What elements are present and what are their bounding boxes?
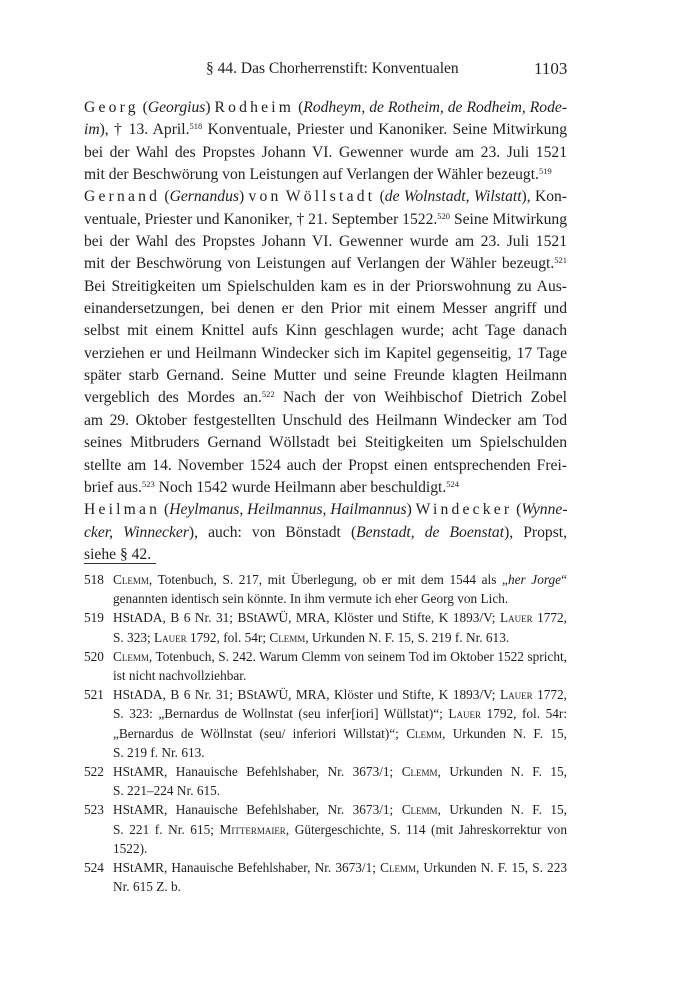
person-name: Gernand — [84, 188, 161, 206]
text-segment: Nach der von Weihbischof Dietrich Zobel — [274, 389, 567, 407]
footnote-522 — [84, 762, 567, 800]
footnote-number: 520 — [84, 648, 104, 664]
text-segment: 1772, — [532, 610, 567, 626]
footnote-line: genannten identisch sein könnte. In ihm vermute ich eher Georg von Lich. — [113, 591, 509, 607]
author-name: Clemm — [401, 764, 438, 780]
page-number: 1103 — [534, 59, 568, 78]
text-segment: 1792, fol. 54r: — [481, 706, 568, 722]
footnote-ref[interactable]: 520 — [437, 210, 451, 221]
footnote-ref[interactable]: 518 — [189, 121, 203, 132]
text-segment: ), Propst, — [504, 523, 568, 541]
name-variant: Benstadt, de Boenstat — [356, 523, 505, 541]
footnote-line — [113, 570, 567, 589]
name-variant: im — [84, 121, 100, 139]
name-variant: de Wolnstadt, Wilstatt — [384, 188, 522, 206]
person-name: Georg — [84, 99, 139, 116]
text-segment: , Urkunden N. F. 15, — [442, 725, 567, 741]
text-segment: mit der Beschwörung von Leistungen auf Verlangen der Wähler bezeugt. — [84, 166, 539, 184]
text-line: siehe § 42. — [84, 545, 152, 563]
entry-georg-rodheim — [84, 97, 567, 186]
footnote-518 — [84, 570, 567, 608]
footnote-number: 519 — [84, 610, 104, 626]
footnote-rule — [84, 563, 156, 564]
name-variant: cker, Winnecker — [84, 523, 189, 541]
text-segment: HStAMR, Hanauische Befehlshaber, Nr. 3673/1; — [113, 764, 402, 780]
text-segment: HStADA, B 6 Nr. 31; BStAWÜ, MRA, Klöster und Stifte, K 1893/V; — [113, 687, 500, 703]
footnote-line — [113, 800, 567, 819]
author-name: Lauer — [499, 610, 533, 626]
text-line — [84, 253, 567, 275]
page-header — [0, 60, 700, 84]
footnote-line — [113, 724, 567, 743]
text-segment: Noch 1542 wurde Heilmann aber beschuldigt. — [154, 478, 447, 496]
footnote-line — [113, 628, 567, 647]
text-segment: ), auch: von Bönstadt ( — [188, 523, 357, 541]
footnote-line — [113, 608, 567, 627]
text-line: Gernand (Gernandus) von Wöllstadt (de Wolnstadt, Wilstatt), Kon- — [84, 188, 568, 206]
author-name: Mittermaier — [219, 821, 286, 837]
footnote-ref[interactable]: 524 — [446, 478, 459, 489]
footnote-ref[interactable]: 523 — [142, 478, 155, 489]
footnote-line: S. 221–224 Nr. 615. — [113, 783, 221, 799]
text-segment: , Urkunden N. F. 15, — [437, 802, 567, 818]
text-segment: mit der Beschwörung von Leistungen auf Verlangen der Wähler bezeugt. — [84, 255, 555, 273]
text-line: bei der Wahl des Propstes Johann VI. Gewenner wurde am 23. Juli 1521 — [84, 233, 567, 251]
text-segment: , Urkunden N. F. 15, S. 219 f. Nr. 613. — [305, 629, 510, 645]
name-particle: von — [248, 188, 282, 206]
name-variant: Rodheym, de Rotheim, de Rodheim, Rode- — [303, 99, 568, 116]
footnote-number: 522 — [84, 764, 104, 780]
author-name: Clemm — [113, 572, 149, 587]
text-line: seines Mitbruders Gernand Wöllstadt bei Steitigkeiten um Spielschulden — [84, 434, 567, 452]
footnote-ref[interactable]: 519 — [538, 166, 552, 177]
footnote-number: 524 — [84, 860, 104, 876]
footnote-523 — [84, 800, 567, 858]
footnote-line — [113, 685, 567, 704]
text-segment: „Bernardus de Wöllnstat (seu/ inferiori Willstat)“; — [113, 725, 407, 741]
footnote-line: ist nicht nachvollziehbar. — [113, 668, 247, 684]
text-segment: S. 323; — [113, 629, 155, 645]
entry-heilman-windecker — [84, 499, 567, 566]
text-line: später starb Gernand. Seine Mutter und seine Freunde klagten Heilmann — [84, 367, 567, 385]
footnote-520 — [84, 647, 567, 685]
author-name: Clemm — [406, 725, 443, 741]
text-line: Heilman (Heylmanus, Heilmannus, Hailmannus) Windecker (Wynne- — [84, 501, 568, 519]
text-segment: HStAMR, Hanauische Befehlshaber, Nr. 3673/1; — [113, 802, 402, 818]
name-variant: Georgius — [147, 99, 206, 116]
person-name: Heilman — [84, 501, 161, 519]
text-segment: , Totenbuch, S. 242. Warum Clemm von seinem Tod im Oktober 1522 spricht, — [148, 648, 567, 664]
author-name: Clemm — [380, 860, 416, 876]
text-line: am 29. Oktober festgestellten Unschuld des Heilmann Windecker am Tod — [84, 411, 567, 429]
person-surname: Windecker — [415, 501, 513, 519]
running-head: § 44. Das Chorherrenstift: Konventualen — [206, 60, 459, 77]
text-segment: , Urkunden N. F. 15, — [437, 764, 567, 780]
main-text — [84, 97, 567, 566]
text-line — [84, 164, 567, 186]
text-segment: , Totenbuch, S. 217, mit Überlegung, ob er mit dem 1544 als „ — [148, 572, 508, 587]
text-segment: ), Kon- — [521, 188, 568, 206]
footnote-ref[interactable]: 521 — [554, 255, 567, 266]
text-segment: , Gütergeschichte, S. 114 (mit Jahreskorrektur von — [285, 821, 567, 837]
footnote-number: 518 — [84, 572, 104, 587]
text-line: Bei Streitigkeiten um Spielschulden kam es in der Priorswohnung zu Aus- — [84, 277, 567, 295]
text-line: selbst mit einem Knittel aufs Kinn geschlagen wurde; acht Tage danach — [84, 322, 567, 340]
footnote-line — [113, 858, 567, 877]
text-segment: HStADA, B 6 Nr. 31; BStAWÜ, MRA, Klöster und Stifte, K 1893/V; — [113, 610, 500, 626]
text-segment: Konventuale, Priester und Kanoniker. Seine Mitwirkung — [202, 121, 568, 139]
person-surname: Wöllstadt — [285, 188, 376, 206]
author-name: Lauer — [154, 629, 187, 645]
author-name: Clemm — [269, 629, 306, 645]
footnote-524 — [84, 858, 567, 896]
footnote-line: Nr. 615 Z. b. — [113, 879, 181, 895]
text-line: verziehen er und Heilmann Windecker sich im Kapitel gegenseitig, 17 Tage — [84, 344, 567, 362]
quoted-text: her Jorge — [507, 572, 562, 587]
footnotes — [84, 570, 567, 896]
author-name: Clemm — [401, 802, 438, 818]
text-segment: Seine Mitwirkung — [450, 210, 567, 228]
footnote-line — [113, 820, 567, 839]
text-line — [84, 119, 568, 141]
text-segment: “ — [561, 572, 567, 587]
footnote-line: S. 219 f. Nr. 613. — [113, 744, 205, 760]
name-variant: Heylmanus, Heilmannus, Hailmannus — [169, 501, 407, 519]
text-segment: vergeblich des Mordes an. — [84, 389, 262, 407]
text-line: Georg (Georgius) Rodheim (Rodheym, de Rotheim, de Rodheim, Rode- — [84, 99, 568, 116]
footnote-line — [113, 704, 567, 723]
name-variant: Gernandus — [169, 188, 239, 206]
text-line: stellte am 14. November 1524 auch der Propst einen entsprechenden Frei- — [84, 456, 567, 474]
footnote-number: 523 — [84, 802, 104, 818]
text-line: bei der Wahl des Propstes Johann VI. Gewenner wurde am 23. Juli 1521 — [84, 143, 567, 161]
name-variant: Wynne- — [521, 501, 568, 519]
text-segment: , Urkunden N. F. 15, S. 223 — [415, 860, 568, 876]
footnote-ref[interactable]: 522 — [261, 389, 275, 400]
text-segment: ventuale, Priester und Kanoniker, † 21. September 1522. — [84, 210, 438, 228]
text-segment: brief aus. — [84, 478, 143, 496]
author-name: Clemm — [113, 648, 149, 664]
author-name: Lauer — [499, 687, 533, 703]
text-segment: HStAMR, Hanauische Befehlshaber, Nr. 3673/1; — [113, 860, 381, 876]
text-line — [84, 387, 567, 409]
footnote-number: 521 — [84, 687, 104, 703]
text-segment: S. 221 f. Nr. 615; — [113, 821, 220, 837]
entry-gernand-woellstadt — [84, 186, 567, 499]
text-line — [84, 522, 568, 544]
text-line — [84, 477, 567, 499]
footnote-521 — [84, 685, 567, 762]
text-segment: 1772, — [532, 687, 567, 703]
text-line: einandersetzungen, bei denen er den Prior mit einem Messer angriff und — [84, 300, 567, 318]
text-segment: 1792, fol. 54r; — [186, 629, 270, 645]
footnote-line — [113, 762, 567, 781]
text-segment: ), † 13. April. — [99, 121, 190, 139]
footnote-519 — [84, 608, 567, 646]
author-name: Lauer — [448, 706, 482, 722]
text-line — [84, 209, 567, 231]
footnote-line: 1522). — [113, 840, 148, 856]
text-segment: S. 323: „Bernardus de Wollnstat (seu infer[iori] Wüllstat)“; — [113, 706, 449, 722]
footnote-line — [113, 647, 567, 666]
person-surname: Rodheim — [214, 99, 295, 116]
